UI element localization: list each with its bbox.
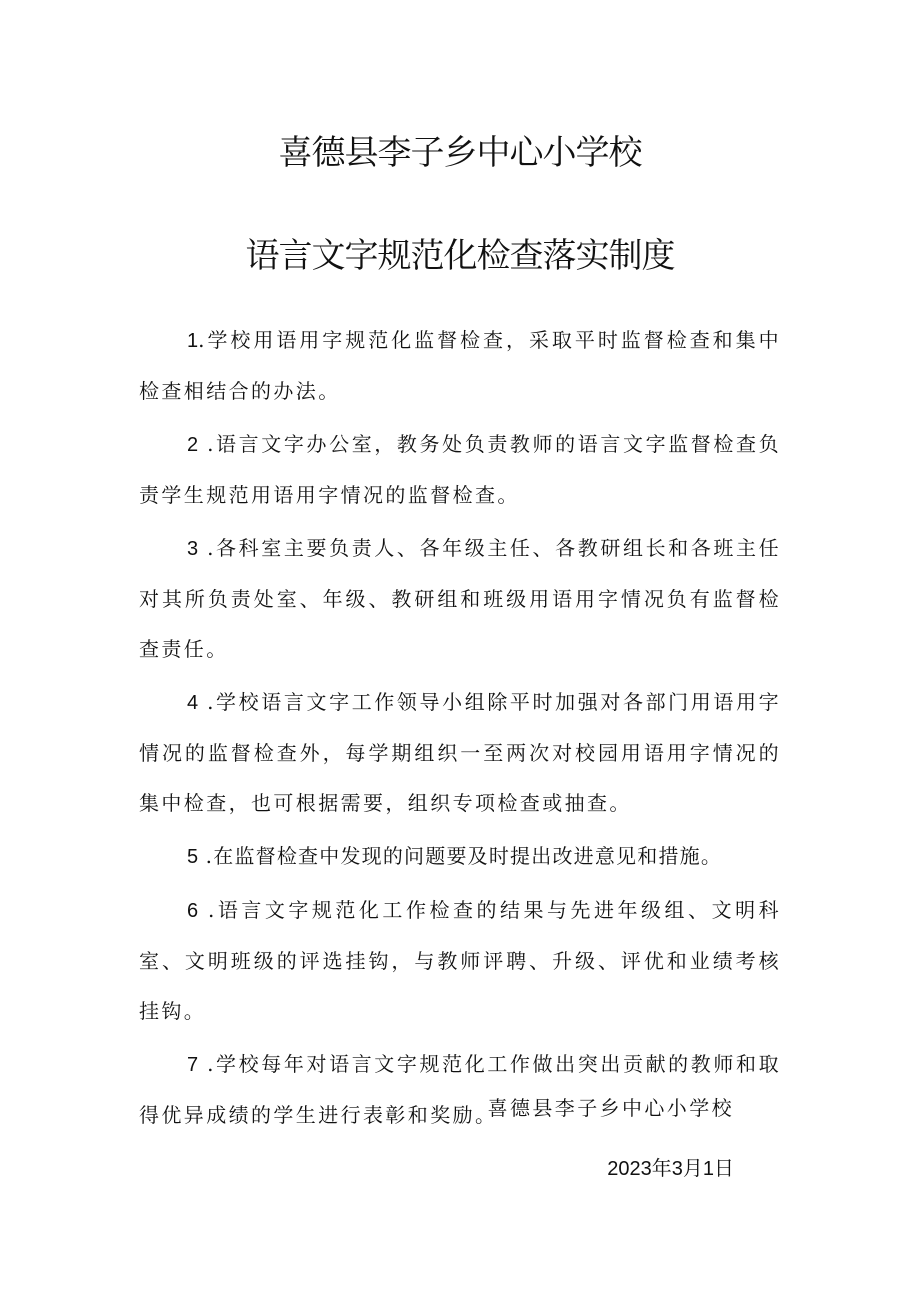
paragraph-number: 7 <box>187 1054 199 1076</box>
document-body <box>139 315 781 1143</box>
document-title: 语言文字规范化检查落实制度 <box>245 236 675 276</box>
school-title: 喜德县李子乡中心小学校 <box>278 133 642 173</box>
paragraph-7 <box>139 1039 781 1140</box>
paragraph-6 <box>139 885 781 1036</box>
paragraph-text: .在监督检查中发现的问题要及时提出改进意见和措施。 <box>198 844 723 868</box>
paragraph-number: 3 <box>187 538 199 560</box>
paragraph-2 <box>139 419 781 520</box>
paragraph-text: .各科室主要负责人、各年级主任、各教研组长和各班主任对其所负责处室、年级、教研组和班级用语用字情况负有监督检查责任。 <box>139 536 781 661</box>
paragraph-text: .语言文字办公室，教务处负责教师的语言文字监督检查负责学生规范用语用字情况的监督检查。 <box>139 432 781 507</box>
paragraph-5 <box>139 831 781 882</box>
paragraph-text: .学校每年对语言文字规范化工作做出突出贡献的教师和取得优异成绩的学生进行表彰和奖励。 <box>139 1052 781 1127</box>
paragraph-number: 1 <box>187 330 199 352</box>
paragraph-text: .学校用语用字规范化监督检查，采取平时监督检查和集中检查相结合的办法。 <box>139 328 781 403</box>
paragraph-4 <box>139 677 781 828</box>
paragraph-text: .学校语言文字工作领导小组除平时加强对各部门用语用字情况的监督检查外，每学期组织一至两次对校园用语用字情况的集中检查，也可根据需要，组织专项检查或抽查。 <box>139 690 781 815</box>
paragraph-number: 5 <box>187 846 199 868</box>
paragraph-3 <box>139 523 781 674</box>
signature: 喜德县李子乡中心小学校 <box>487 1096 734 1120</box>
paragraph-number: 6 <box>187 900 199 922</box>
paragraph-1 <box>139 315 781 416</box>
document-date: 2023年3月1日 <box>607 1158 734 1180</box>
paragraph-number: 4 <box>187 692 199 714</box>
paragraph-text: .语言文字规范化工作检查的结果与先进年级组、文明科室、文明班级的评选挂钩，与教师评聘、升级、评优和业绩考核挂钩。 <box>139 898 781 1023</box>
paragraph-number: 2 <box>187 434 199 456</box>
